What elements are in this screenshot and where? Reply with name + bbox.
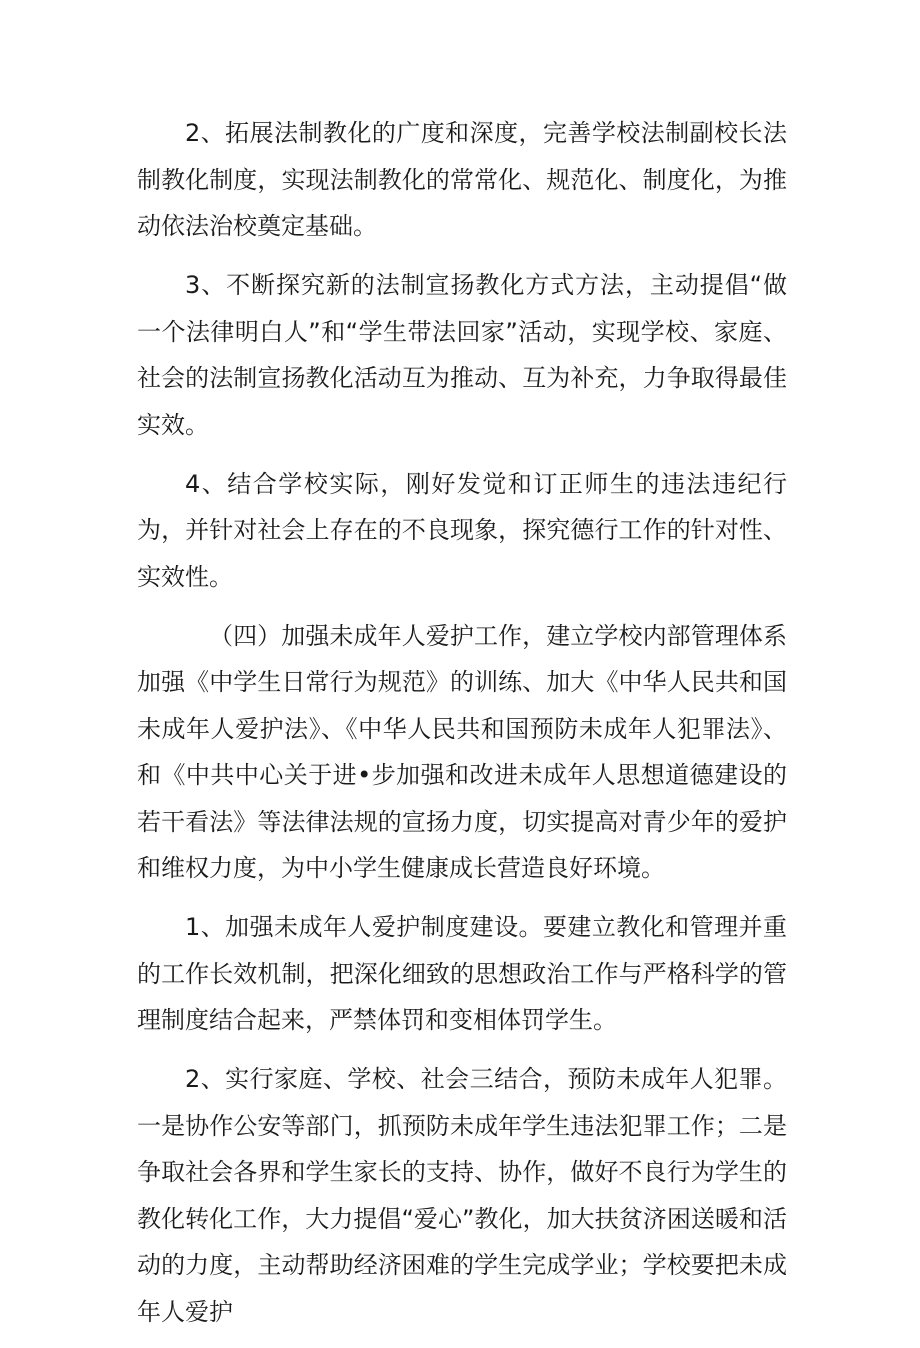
paragraph-expand-legal-education: 2、拓展法制教化的广度和深度，完善学校法制副校长法制教化制度，实现法制教化的常常化、规范化、制度化，为推动依法治校奠定基础。 <box>137 119 787 240</box>
paragraph-section-four-minor-protection: （四）加强未成年人爱护工作，建立学校内部管理体系加强《中学生日常行为规范》的训练、加大《中华人民共和国未成年人爱护法》、《中华人民共和国预防未成年人犯罪法》、和《中共中心关于进•步加强和改进未成年人思想道德建设的若干看法》等法律法规的宣扬力度，切实提高对青少年的爱护和维权力度，为中小学生健康成长营造良好环境。 <box>137 621 787 882</box>
paragraph-three-way-prevention: 2、实行家庭、学校、社会三结合，预防未成年人犯罪。一是协作公安等部门，抓预防未成年学生违法犯罪工作；二是争取社会各界和学生家长的支持、协作，做好不良行为学生的教化转化工作，大力提倡“爱心”教化，加大扶贫济困送暖和活动的力度，主动帮助经济困难的学生完成学业；学校要把未成年人爱护 <box>137 1065 787 1326</box>
paragraph-protection-system: 1、加强未成年人爱护制度建设。要建立教化和管理并重的工作长效机制，把深化细致的思想政治工作与严格科学的管理制度结合起来，严禁体罚和变相体罚学生。 <box>137 913 787 1034</box>
document-body <box>137 110 787 1348</box>
paragraph-correct-violations: 4、结合学校实际，刚好发觉和订正师生的违法违纪行为，并针对社会上存在的不良现象，探究德行工作的针对性、实效性。 <box>137 469 787 591</box>
paragraph-explore-publicity-methods: 3、不断探究新的法制宣扬教化方式方法，主动提倡“做一个法律明白人”和“学生带法回家”活动，实现学校、家庭、社会的法制宣扬教化活动互为推动、互为补充，力争取得最佳实效。 <box>137 271 787 439</box>
